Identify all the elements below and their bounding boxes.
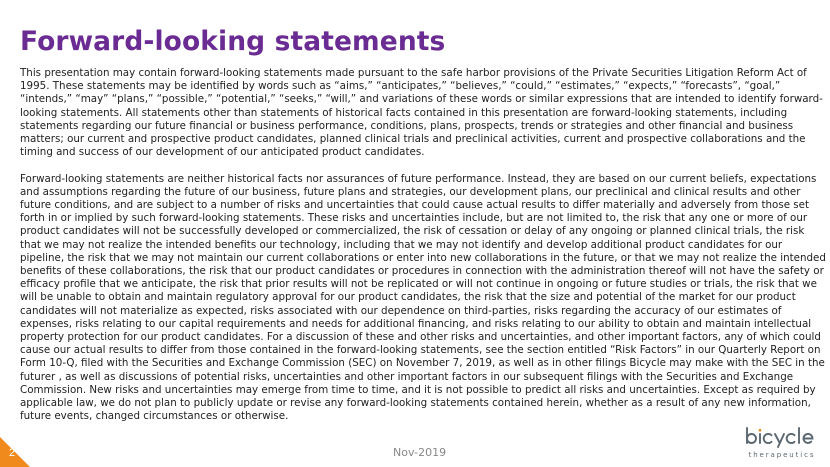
logo-mark xyxy=(744,425,820,461)
page-number-badge xyxy=(0,437,30,467)
disclaimer-paragraph-1: This presentation may contain forward-looking statements made pursuant to the safe harbor provisions of the Private Securities Litigation Reform Act of 1995. These statements may be identified by words such as “aims,” “anticipates,” “believes,” “could,” “estimates,” “expects,” “forecasts”, “goal,” “intends,” “may” “plans,” “possible,” “potential,” “seeks,” “will,” and variations of these words or similar expressions that are intended to identify forward-looking statements. All statements other than statements of historical facts contained in this presentation are forward-looking statements, including statements regarding our future financial or business performance, conditions, plans, prospects, trends or strategies and other financial and business matters; our current and prospective product candidates, planned clinical trials and preclinical activities, current and prospective collaborations and the timing and success of our development of our anticipated product candidates. xyxy=(20,67,823,159)
logo-tagline: therapeutics xyxy=(748,451,816,459)
disclaimer-paragraph-2: Forward-looking statements are neither historical facts nor assurances of future performance. Instead, they are based on our current beliefs, expectations and assumptions regarding the future of our business, future plans and strategies, our development plans, our preclinical and clinical results and other future conditions, and are subject to a number of risks and uncertainties that could cause actual results to differ materially and adversely from those set forth in or implied by such forward-looking statements. These risks and uncertainties include, but are not limited to, the risk that any one or more of our product candidates will not be successfully developed or commercialized, the risk of cessation or delay of any ongoing or planned clinical trials, the risk that we may not realize the intended benefits our technology, including that we may not identify and develop additional product candidates for our pipeline, the risk that we may not maintain our current collaborations or enter into new collaborations in the future, or that we may not realize the intended benefits of these collaborations, the risk that our product candidates or procedures in connection with the administration thereof will not have the safety or efficacy profile that we anticipate, the risk that prior results will not be replicated or will not continue in ongoing or future studies or trials, the risk that we will be unable to obtain and maintain regulatory approval for our product candidates, the risk that the size and potential of the market for our product candidates will not materialize as expected, risks associated with our dependence on third-parties, risks regarding the accuracy of our estimates of expenses, risks relating to our capital requirements and needs for additional financing, and risks relating to our ability to obtain and maintain intellectual property protection for our product candidates. For a discussion of these and other risks and uncertainties, and other important factors, any of which could cause our actual results to differ from those contained in the forward-looking statements, see the section entitled “Risk Factors” in our Quarterly Report on Form 10-Q, filed with the Securities and Exchange Commission (SEC) on November 7, 2019, as well as in other filings Bicycle may make with the SEC in the futurer , as well as discussions of potential risks, uncertainties and other important factors in our subsequent filings with the Securities and Exchange Commission. New risks and uncertainties may emerge from time to time, and it is not possible to predict all risks and uncertainties. Except as required by applicable law, we do not plan to publicly update or revise any forward-looking statements contained herein, whether as a result of any new information, future events, changed circumstances or otherwise. xyxy=(20,172,826,423)
footer-date: Nov-2019 xyxy=(393,446,447,459)
disclaimer-body xyxy=(20,67,828,423)
page-number: 2 xyxy=(9,447,16,459)
bicycle-therapeutics-logo xyxy=(744,425,820,461)
slide-title: Forward-looking statements xyxy=(20,26,446,57)
